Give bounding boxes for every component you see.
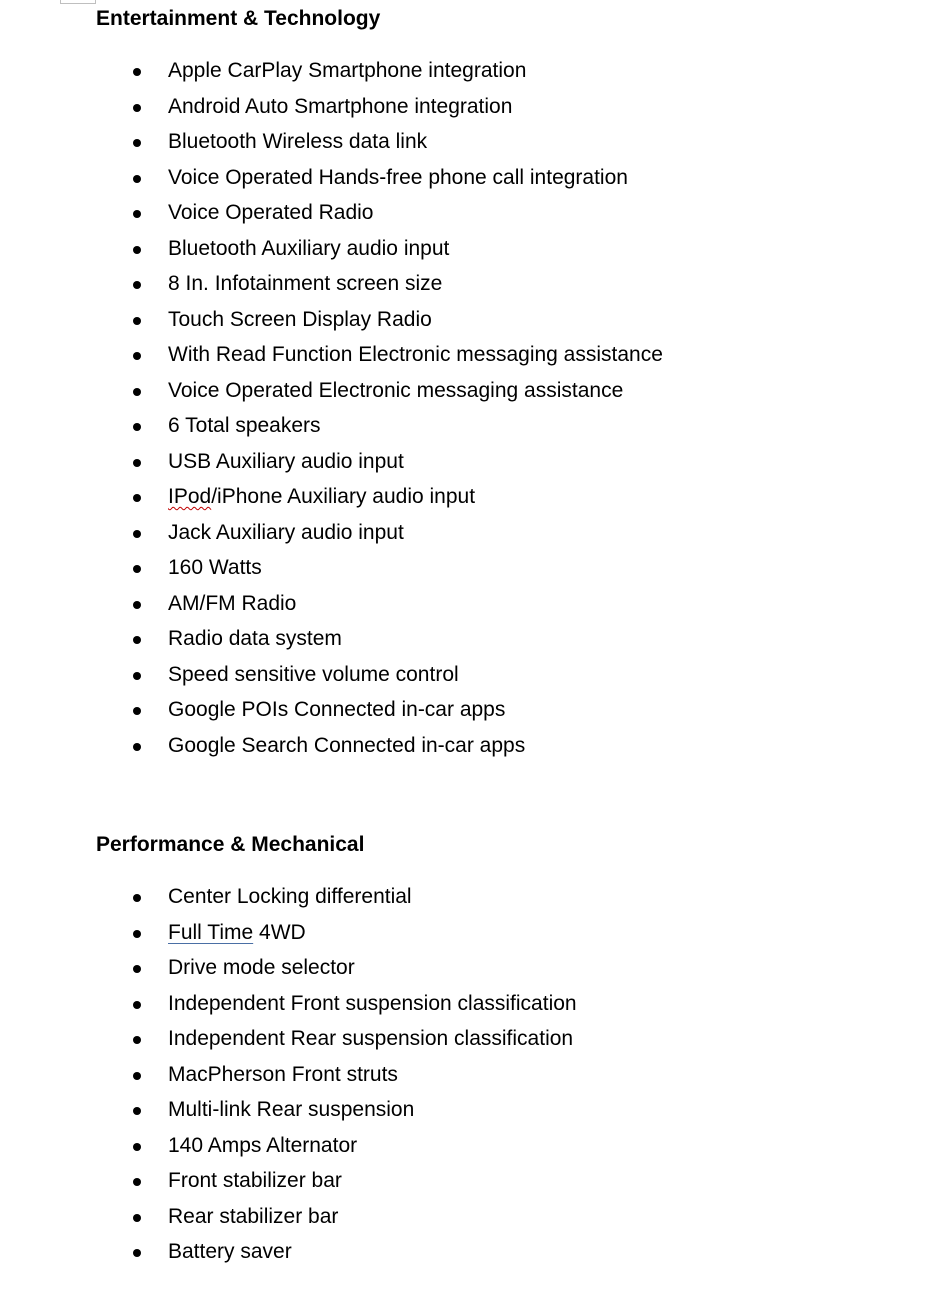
margin-corner-mark [60, 0, 96, 4]
item-text: Bluetooth Wireless data link [168, 130, 428, 153]
bullet-icon [133, 894, 141, 902]
item-text: Front stabilizer bar [168, 1169, 342, 1192]
bullet-icon [133, 530, 141, 538]
item-text: 8 In. Infotainment screen size [168, 272, 443, 295]
item-text: 6 Total speakers [168, 414, 321, 437]
list-item [96, 160, 663, 196]
list-item [96, 231, 663, 267]
section-heading: Performance & Mechanical [96, 833, 365, 856]
item-text: Speed sensitive volume control [168, 662, 459, 686]
bullet-icon [133, 175, 141, 183]
item-text: With Read Function Electronic messaging assistance [168, 343, 663, 366]
list-item [96, 986, 577, 1022]
bullet-icon [133, 459, 141, 467]
list-item [96, 195, 663, 231]
list-item [96, 124, 663, 160]
bullet-icon [133, 1178, 141, 1186]
list-item [96, 337, 663, 373]
bullet-icon [133, 743, 141, 751]
item-text: MacPherson Front struts [168, 1062, 398, 1086]
item-text: Drive mode selector [168, 956, 355, 979]
bullet-icon [133, 388, 141, 396]
bullet-icon [133, 601, 141, 609]
item-text: Apple CarPlay Smartphone integration [168, 59, 527, 82]
list-item [96, 1057, 577, 1093]
list-item [96, 1092, 577, 1128]
item-text: Jack Auxiliary audio input [168, 520, 404, 544]
list-item [96, 1234, 577, 1270]
list-item [96, 515, 663, 551]
feature-list [96, 879, 577, 1270]
item-text: Voice Operated Hands-free phone call integration [168, 165, 628, 189]
item-text: Battery saver [168, 1240, 292, 1263]
bullet-icon [133, 565, 141, 573]
item-text: 4WD [253, 920, 306, 944]
bullet-icon [133, 636, 141, 644]
bullet-icon [133, 68, 141, 76]
list-item [96, 89, 663, 125]
bullet-icon [133, 707, 141, 715]
bullet-icon [133, 317, 141, 325]
list-item [96, 444, 663, 480]
list-item [96, 1021, 577, 1057]
item-text: AM/FM Radio [168, 591, 297, 615]
list-item [96, 621, 663, 657]
bullet-icon [133, 423, 141, 431]
item-text: Voice Operated Electronic messaging assistance [168, 378, 624, 402]
item-text: /iPhone Auxiliary audio input [211, 485, 476, 508]
bullet-icon [133, 210, 141, 218]
bullet-icon [133, 1249, 141, 1257]
bullet-icon [133, 965, 141, 973]
list-item [96, 408, 663, 444]
list-item [96, 1199, 577, 1235]
section-heading: Entertainment & Technology [96, 7, 381, 30]
feature-list [96, 53, 663, 763]
bullet-icon [133, 494, 141, 502]
list-item [96, 692, 663, 728]
list-item [96, 266, 663, 302]
section-performance-mechanical [96, 831, 577, 1270]
list-item [96, 373, 663, 409]
bullet-icon [133, 1072, 141, 1080]
list-item [96, 1128, 577, 1164]
list-item [96, 950, 577, 986]
item-text: Android Auto Smartphone integration [168, 94, 513, 118]
bullet-icon [133, 352, 141, 360]
item-text: Independent Front suspension classification [168, 991, 577, 1015]
list-item [96, 1163, 577, 1199]
item-text: 160 Watts [168, 556, 262, 579]
list-item [96, 53, 663, 89]
item-text: Bluetooth Auxiliary audio input [168, 236, 450, 260]
list-item [96, 915, 577, 951]
item-text: Radio data system [168, 627, 342, 650]
bullet-icon [133, 930, 141, 938]
bullet-icon [133, 139, 141, 147]
bullet-icon [133, 246, 141, 254]
item-text: Independent Rear suspension classification [168, 1027, 574, 1050]
bullet-icon [133, 1036, 141, 1044]
spellcheck-flagged-word[interactable]: IPod [168, 485, 212, 508]
list-item [96, 302, 663, 338]
bullet-icon [133, 1001, 141, 1009]
list-item [96, 879, 577, 915]
item-text: Voice Operated Radio [168, 201, 374, 224]
bullet-icon [133, 281, 141, 289]
list-item [96, 728, 663, 764]
item-text: 140 Amps Alternator [168, 1133, 358, 1157]
item-text: Google Search Connected in-car apps [168, 733, 526, 757]
list-item [96, 550, 663, 586]
bullet-icon [133, 1143, 141, 1151]
list-item [96, 479, 663, 515]
item-text: Multi-link Rear suspension [168, 1098, 415, 1121]
list-item [96, 586, 663, 622]
list-item [96, 657, 663, 693]
bullet-icon [133, 672, 141, 680]
item-text: Touch Screen Display Radio [168, 307, 432, 331]
item-text: Rear stabilizer bar [168, 1204, 339, 1228]
section-entertainment-technology [96, 5, 663, 763]
item-text: Center Locking differential [168, 885, 412, 908]
grammar-flagged-phrase[interactable]: Full Time [168, 920, 254, 944]
bullet-icon [133, 1107, 141, 1115]
item-text: Google POIs Connected in-car apps [168, 698, 506, 721]
item-text: USB Auxiliary audio input [168, 449, 404, 473]
bullet-icon [133, 104, 141, 112]
bullet-icon [133, 1214, 141, 1222]
